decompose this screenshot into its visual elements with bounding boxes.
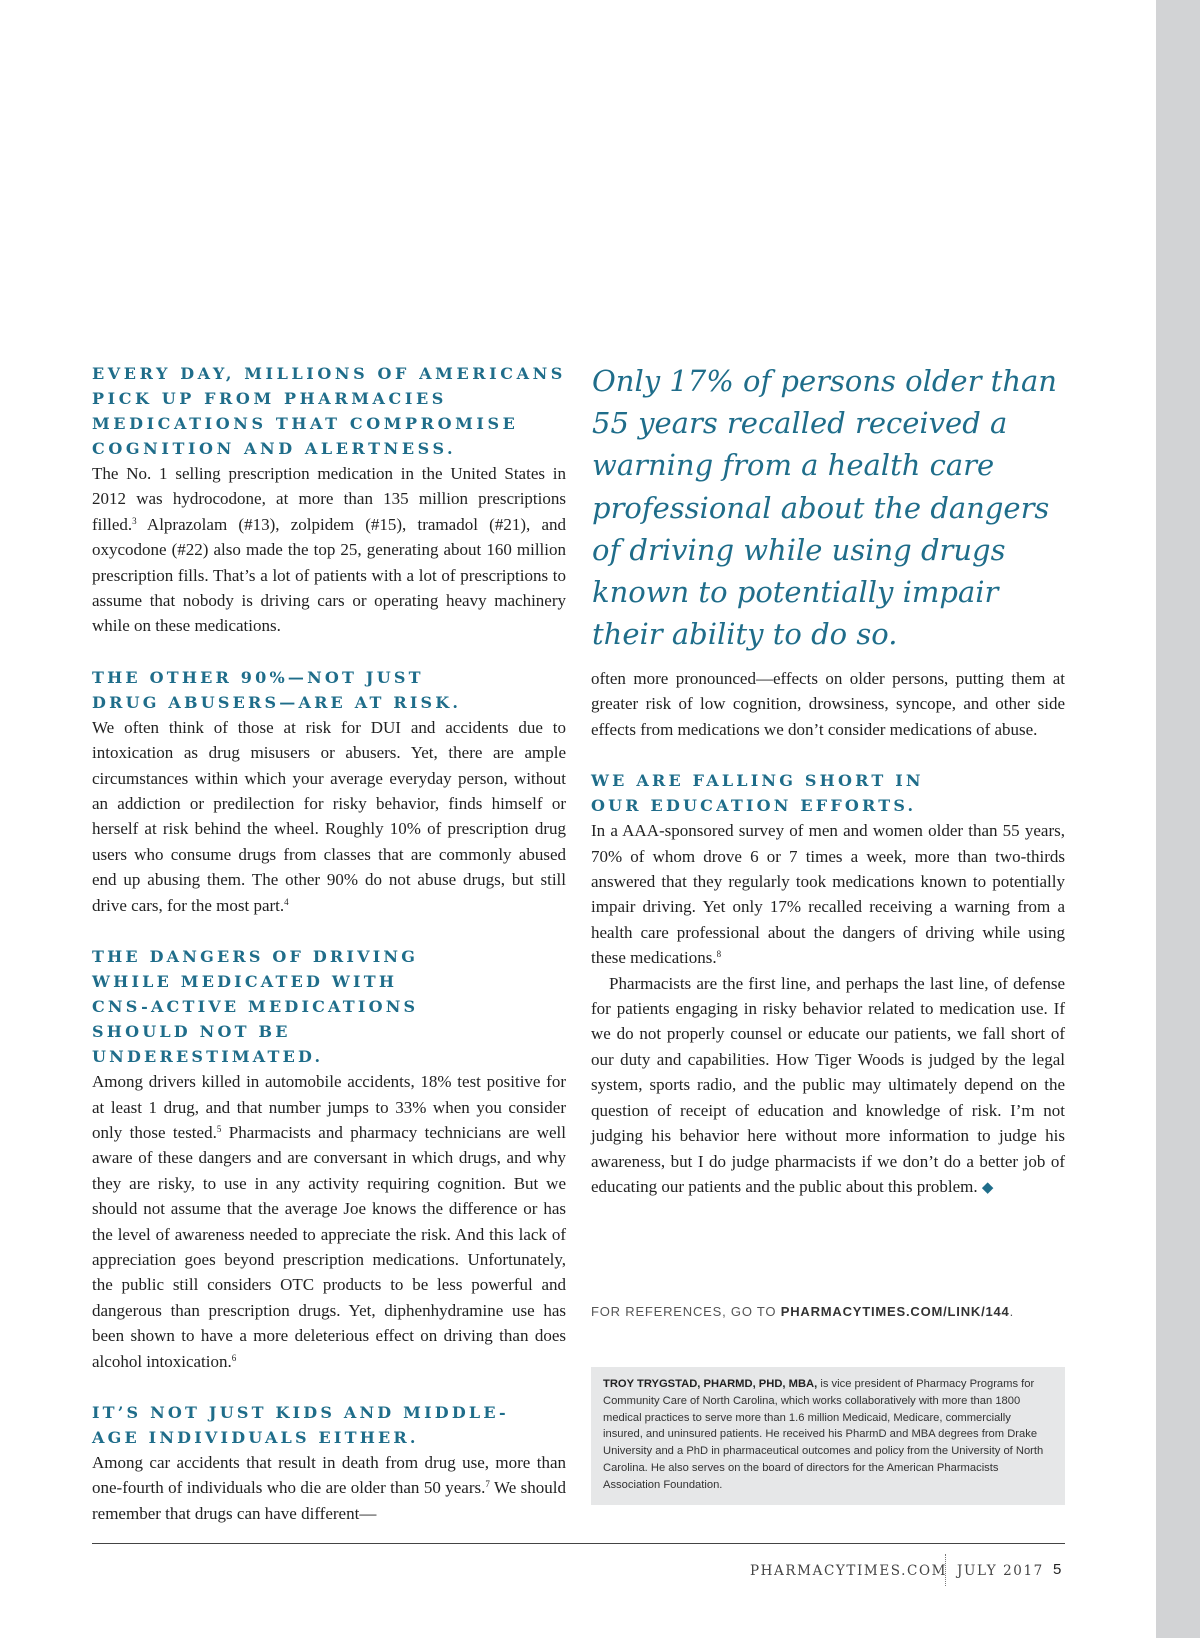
reference-3: 3 bbox=[132, 515, 137, 526]
section-body-not-just-kids: Among car accidents that result in death from drug use, more than one-fourth of individuals who die are older than 50 years.$^7$ We should remember that drugs can have different— bbox=[92, 1452, 566, 1523]
page-number: 5 bbox=[1053, 1561, 1062, 1578]
author-bio-text: is vice president of Pharmacy Programs for Community Care of North Carolina, which works collaboratively with more than 1800 medical practices to serve more than 1.6 million Medicaid, Medicare, commercially insured, and uninsured patients. He received his PharmD and MBA degrees from Drake University and a PhD in pharmaceutical outcomes and policy from the University of North Carolina. He also serves on the board of directors for the American Pharmacists Association Foundation. bbox=[603, 1378, 1044, 1491]
closing-paragraph: Pharmacists are the first line, and perhaps the last line, of defense for patients engaging in risky behavior related to medication use. If we do not properly counsel or educate our patients, we fall short of our duty and capabilities. How Tiger Woods is judged by the legal system, sports radio, and the public may ultimately depend on the question of receipt of education and knowledge of risk. I’m not judging his behavior here without more information to judge his awareness, but I do judge pharmacists if we don’t do a better job of educating our patients and the public about this problem. ◆ bbox=[591, 973, 1065, 1196]
reference-4: 4 bbox=[284, 896, 289, 907]
section-heading-falling-short: WE ARE FALLING SHORT IN OUR EDUCATION EFFORTS. bbox=[591, 771, 924, 816]
section-heading-dangers: THE DANGERS OF DRIVING WHILE MEDICATED WITH CNS-ACTIVE MEDICATIONS SHOULD NOT BE UNDERESTIMATED. bbox=[92, 947, 419, 1067]
reference-5: 5 bbox=[216, 1123, 222, 1134]
section-body-falling-short: In a AAA-sponsored survey of men and women older than 55 years, 70% of whom drove 6 or 7 times a week, more than two-thirds answered that they regularly took medications known to potentially impair driving. Yet only 17% recalled receiving a warning from a health care professional about the dangers of driving while using these medications.$^8$ bbox=[591, 821, 1065, 968]
left-column bbox=[92, 361, 566, 1526]
end-mark-icon: ◆ bbox=[981, 1179, 994, 1196]
references-link[interactable]: PHARMACYTIMES.COM/LINK/144 bbox=[780, 1304, 1010, 1319]
reference-7: 7 bbox=[485, 1479, 490, 1490]
author-bio-box bbox=[591, 1367, 1065, 1505]
footer-rule bbox=[92, 1543, 1065, 1544]
right-column bbox=[591, 666, 1065, 1201]
references-line: FOR REFERENCES, GO TO PHARMACYTIMES.COM/LINK/144. bbox=[591, 1304, 1015, 1319]
section-body-dangers: Among drivers killed in automobile accidents, 18% test positive for at least 1 drug, and that number jumps to 33% when you consider only those tested.$^5$ Pharmacists and pharmacy technicians are well aware of these dangers and are conversant in which drugs, and why they are risky, to use in any activity requiring cognition. But we should not assume that the average Joe knows the difference or has the level of awareness needed to appreciate the risk. And this lack of appreciation goes beyond prescription medications. Unfortunately, the public still considers OTC products to be less powerful and dangerous than prescription drugs. Yet, diphenhydramine use has been shown to have a more deleterious effect on driving than does alcohol intoxication.$^6$ bbox=[92, 1072, 566, 1371]
section-heading-every-day: EVERY DAY, MILLIONS OF AMERICANS PICK UP FROM PHARMACIES MEDICATIONS THAT COMPROMISE COGNITION AND ALERTNESS. bbox=[92, 364, 566, 458]
section-heading-not-just-kids: IT’S NOT JUST KIDS AND MIDDLE-AGE INDIVIDUALS EITHER. bbox=[92, 1402, 509, 1447]
footer-issue: JULY 2017 bbox=[957, 1563, 1044, 1579]
continued-paragraph: often more pronounced—effects on older persons, putting them at greater risk of low cognition, drowsiness, syncope, and other side effects from medications we don’t consider medications of abuse. bbox=[591, 669, 1065, 739]
reference-8: 8 bbox=[716, 949, 722, 960]
footer-divider bbox=[945, 1554, 946, 1586]
footer-site: PHARMACYTIMES.COM bbox=[750, 1563, 948, 1579]
pull-quote: Only 17% of persons older than 55 years recalled received a warning from a health care professional about the dangers of driving while using drugs known to potentially impair their ability to do so. bbox=[592, 364, 1057, 652]
section-heading-other-90: THE OTHER 90%—NOT JUST DRUG ABUSERS—ARE AT RISK. bbox=[92, 667, 462, 712]
reference-6: 6 bbox=[231, 1352, 237, 1363]
section-body-every-day: The No. 1 selling prescription medication in the United States in 2012 was hydrocodone, at more than 135 million prescriptions filled.$^3$ Alprazolam (#13), zolpidem (#15), tramadol (#21), and oxycodone (#22) also made the top 25, generating about 160 million prescription fills. That’s a lot of patients with a lot of prescriptions to assume that nobody is driving cars or operating heavy machinery while on these medications. bbox=[92, 464, 566, 636]
section-body-other-90: We often think of those at risk for DUI and accidents due to intoxication as drug misusers or abusers. Yet, there are ample circumstances within which your average everyday person, without an addiction or predilection for risky behavior, finds himself or herself at risk behind the wheel. Roughly 10% of prescription drug users who consume drugs from classes that are commonly abused end up abusing them. The other 90% do not abuse drugs, but still drive cars, for the most part.$^4$ bbox=[92, 717, 566, 915]
page-edge-bar bbox=[1156, 0, 1200, 1638]
author-name: TROY TRYGSTAD, PHARMD, PHD, MBA, bbox=[603, 1378, 818, 1390]
